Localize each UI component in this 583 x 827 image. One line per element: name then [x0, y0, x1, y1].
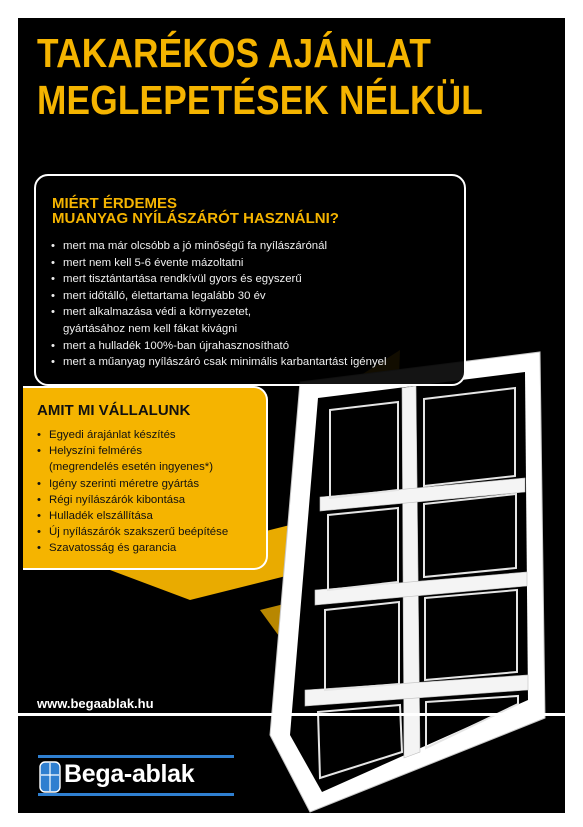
- why-item: [51, 288, 387, 305]
- footer-divider: [18, 713, 565, 716]
- why-item-text: mert tisztántartása rendkívül gyors és egyszerű: [63, 273, 302, 286]
- why-item: [51, 338, 387, 355]
- website-link[interactable]: www.begaablak.hu: [37, 696, 154, 711]
- why-title-line-1: MIÉRT ÉRDEMES: [52, 195, 178, 212]
- why-item-text: mert ma már olcsóbb a jó minőségű fa nyílászárónál: [63, 240, 328, 252]
- offer-item: [37, 524, 228, 540]
- logo-bar-bottom: [38, 793, 234, 796]
- offer-item-text: Hulladék elszállítása: [49, 510, 153, 523]
- offer-title: AMIT MI VÁLLALUNK: [37, 402, 191, 419]
- bega-ablak-logo: [38, 755, 238, 801]
- offer-item: [37, 443, 228, 475]
- offer-item-text: Igény szerinti méretre gyártás: [49, 477, 200, 490]
- page-border-bottom: [0, 813, 583, 827]
- headline-line-2: MEGLEPETÉSEK NÉLKÜL: [37, 77, 484, 123]
- why-item: [51, 354, 387, 371]
- offer-box: [23, 386, 268, 570]
- offer-item-continuation: (megrendelés esetén ingyenes*): [49, 461, 213, 474]
- offer-item-text: Szavatosság és garancia: [49, 542, 177, 555]
- why-item: [51, 271, 387, 288]
- offer-item: [37, 492, 228, 508]
- why-list: [51, 238, 387, 371]
- why-item-text: mert alkalmazása védi a környezetet,: [63, 306, 252, 319]
- why-item: [51, 304, 387, 337]
- why-item-text: mert a műanyag nyílászáró csak minimális karbantartást igényel: [63, 356, 387, 369]
- headline-line-1: TAKARÉKOS AJÁNLAT: [37, 30, 432, 76]
- offer-item: [37, 540, 228, 556]
- why-item-text: mert a hulladék 100%-ban újrahasznosítható: [63, 339, 290, 352]
- window-logo-icon: [38, 760, 62, 794]
- why-item: [51, 238, 387, 255]
- why-title-line-2: MUANYAG NYÍLÁSZÁRÓT HASZNÁLNI?: [52, 210, 339, 227]
- offer-item-text: Új nyílászárók szakszerű beépítése: [49, 526, 229, 539]
- why-item-text: mert nem kell 5-6 évente mázoltatni: [63, 256, 244, 269]
- logo-text: Bega-ablak: [64, 760, 195, 788]
- offer-item-text: Régi nyílászárók kibontása: [49, 493, 186, 506]
- offer-item: [37, 508, 228, 524]
- why-item-text: mert időtálló, élettartama legalább 30 év: [63, 289, 266, 302]
- logo-bar-top: [38, 755, 234, 758]
- why-title: [52, 196, 339, 226]
- offer-list: [37, 427, 228, 557]
- why-box: [34, 174, 466, 386]
- offer-item: [37, 427, 228, 443]
- offer-item-text: Egyedi árajánlat készítés: [49, 429, 176, 441]
- offer-item-text: Helyszíni felmérés: [49, 445, 143, 458]
- why-item-continuation: gyártásához nem kell fákat kivágni: [63, 322, 238, 335]
- why-item: [51, 255, 387, 272]
- offer-item: [37, 476, 228, 492]
